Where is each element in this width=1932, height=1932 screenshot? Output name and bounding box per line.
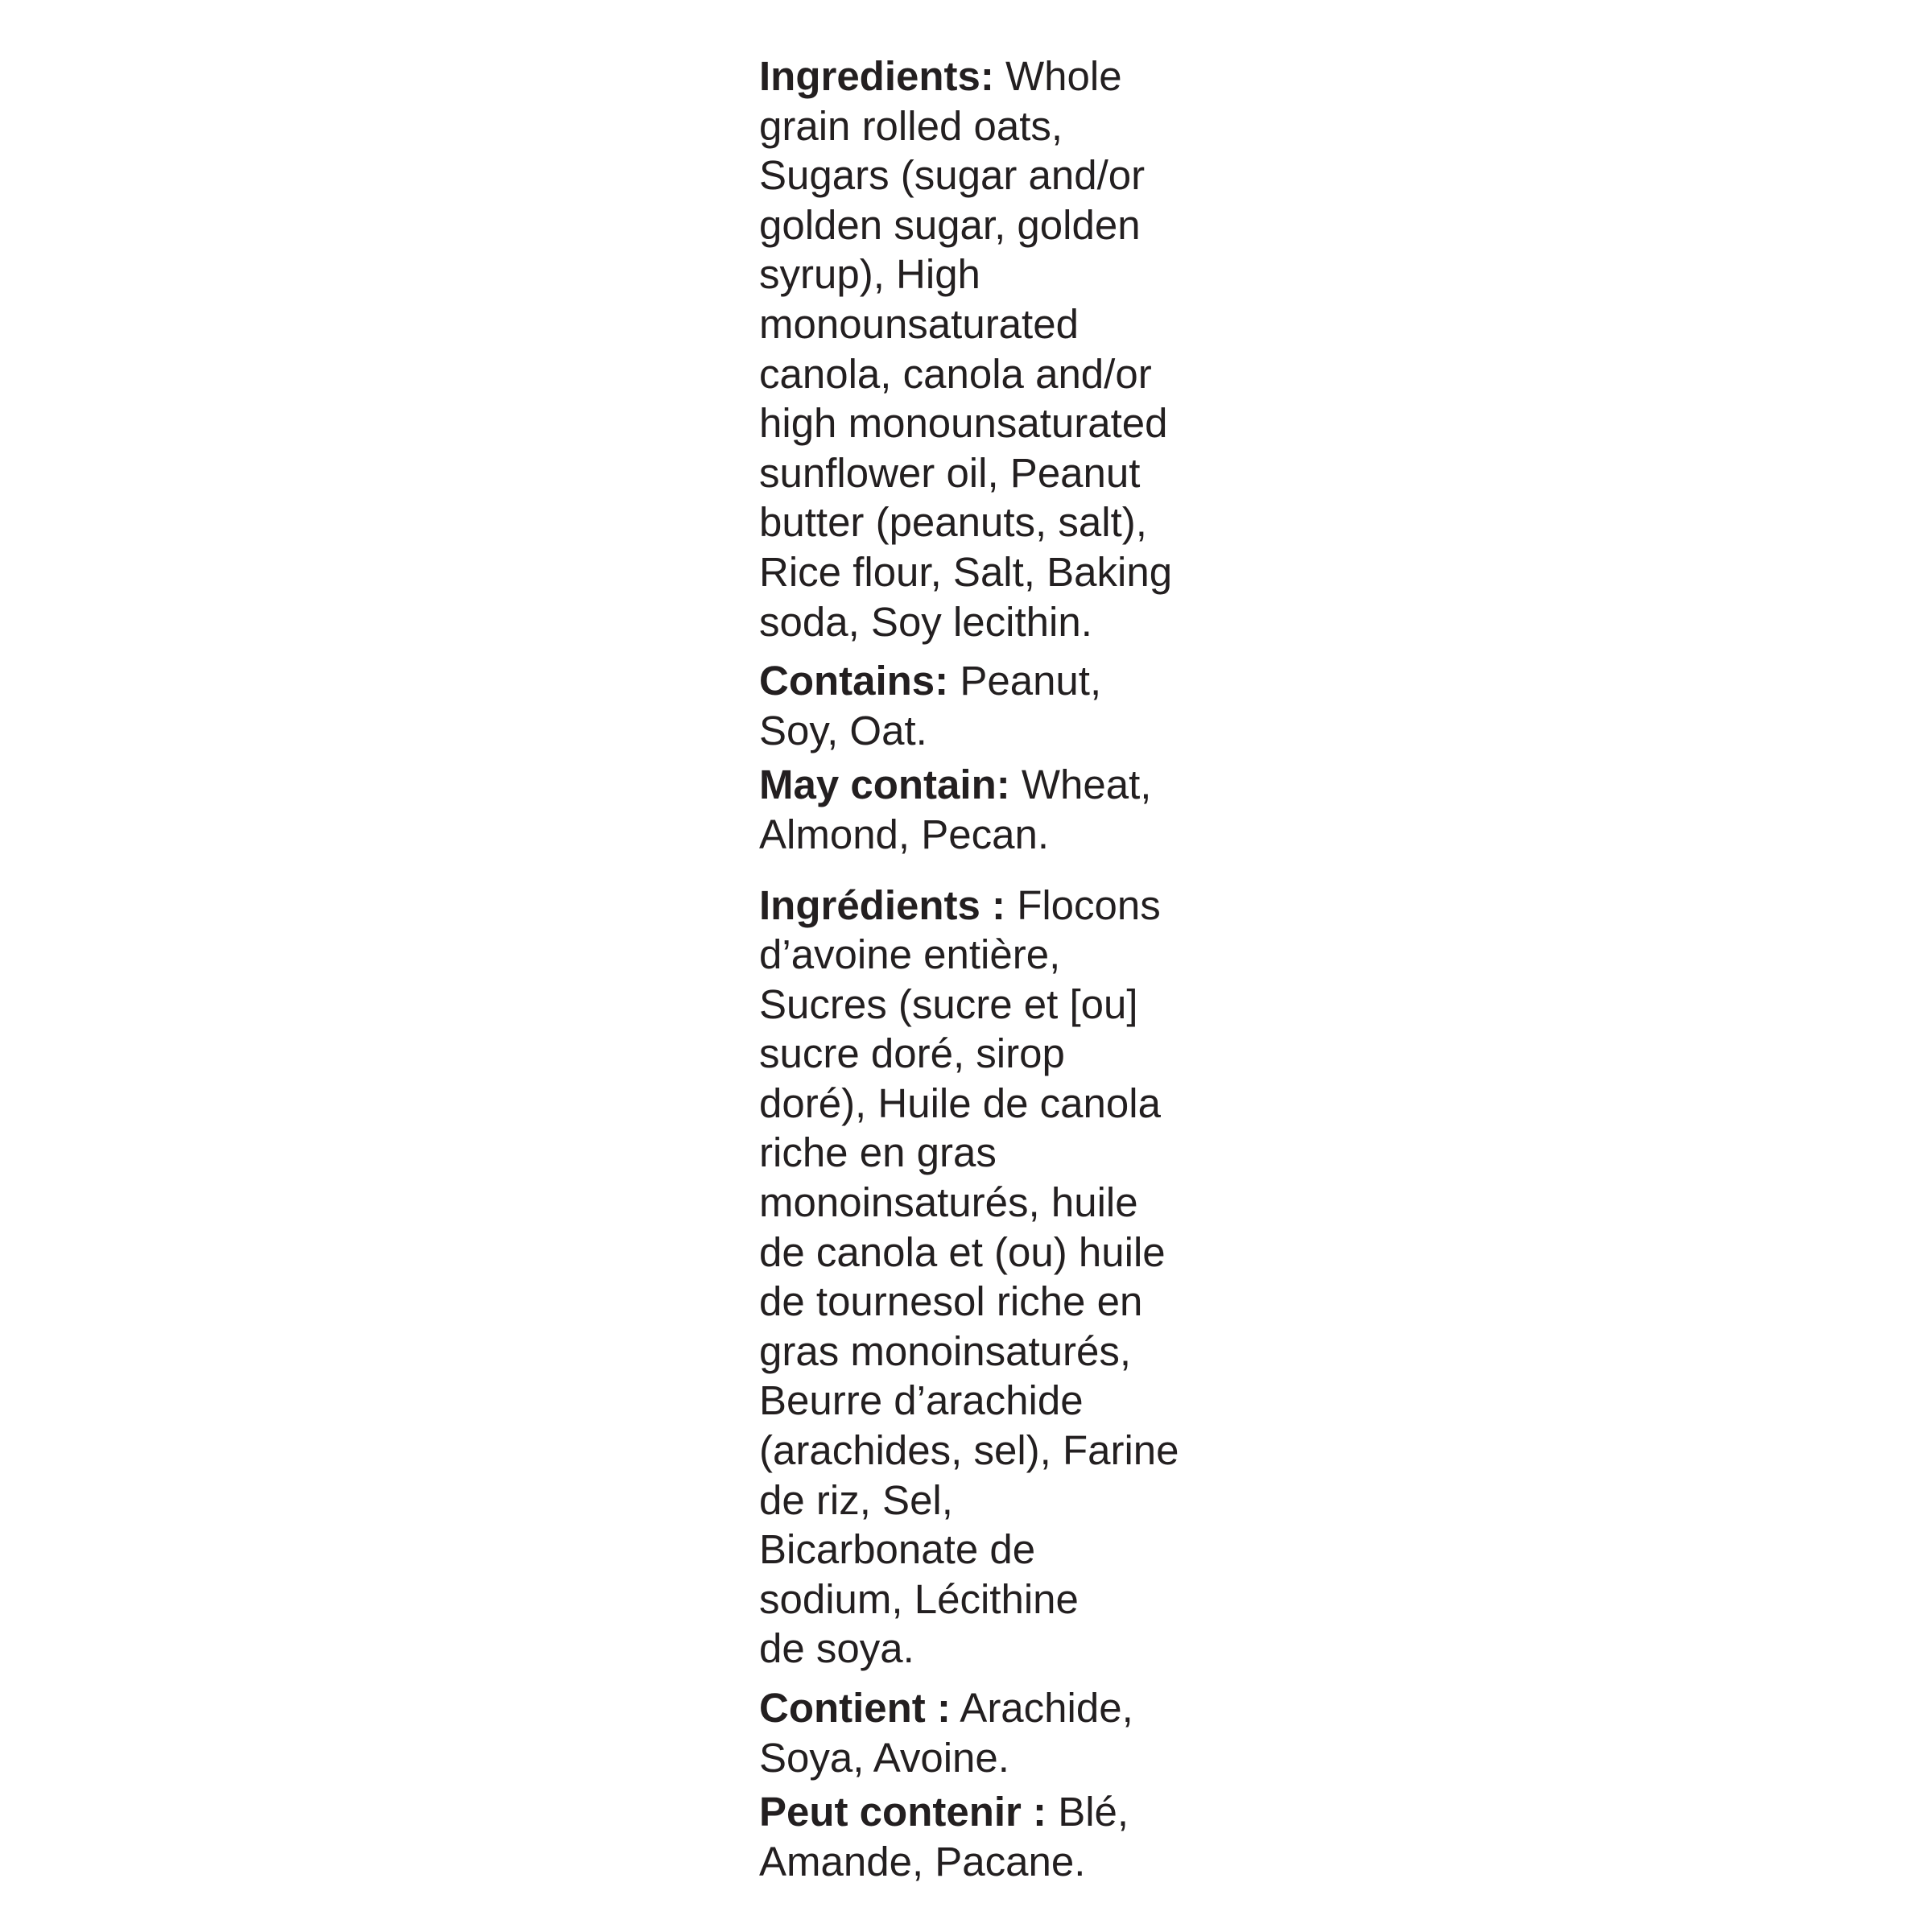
ingredients-line: high monounsaturated — [759, 400, 1168, 447]
ingredients-line: doré), Huile de canola — [759, 1080, 1161, 1126]
ingredients-line: riche en gras — [759, 1129, 997, 1176]
ingredients-line: Sugars (sugar and/or — [759, 152, 1146, 199]
ingredients-line: (arachides, sel), Farine — [759, 1427, 1179, 1474]
ingredients-label: Ingredients: — [759, 53, 994, 99]
ingredients-line: Ingredients: Whole — [759, 53, 1122, 99]
ingredients-line: sodium, Lécithine — [759, 1575, 1079, 1622]
french-contains — [759, 1683, 1210, 1782]
ingredients-line: Bicarbonate de — [759, 1526, 1036, 1573]
may-contain-line: Almond, Pecan. — [759, 811, 1050, 857]
ingredients-panel — [759, 52, 1210, 1886]
ingredients-line: de soya. — [759, 1625, 914, 1672]
contains-label: Contains: — [759, 658, 949, 704]
ingredients-line: grain rolled oats, — [759, 102, 1063, 149]
contains-line: Soy, Oat. — [759, 707, 927, 753]
ingredients-line: monounsaturated — [759, 300, 1079, 347]
may-contain-label: May contain: — [759, 762, 1010, 808]
may-contain-line: May contain: Wheat, — [759, 762, 1152, 808]
ingredients-line: canola, canola and/or — [759, 350, 1152, 397]
ingredients-line: de riz, Sel, — [759, 1476, 953, 1523]
ingredients-line: sucre doré, sirop — [759, 1030, 1065, 1077]
english-may-contain — [759, 760, 1210, 859]
may-contain-line: Peut contenir : Blé, — [759, 1789, 1129, 1835]
contains-line: Contains: Peanut, — [759, 658, 1102, 704]
contains-line: Soya, Avoine. — [759, 1734, 1009, 1781]
contains-line: Contient : Arachide, — [759, 1685, 1133, 1731]
ingredients-line: Sucres (sucre et [ou] — [759, 980, 1138, 1027]
contains-label: Contient : — [759, 1685, 951, 1731]
ingredients-line: monoinsaturés, huile — [759, 1179, 1138, 1226]
may-contain-label: Peut contenir : — [759, 1789, 1047, 1835]
ingredients-line: sunflower oil, Peanut — [759, 449, 1141, 496]
ingredients-label: Ingrédients : — [759, 881, 1006, 928]
english-contains — [759, 656, 1210, 755]
ingredients-line: Beurre d’arachide — [759, 1377, 1084, 1424]
ingredients-line: gras monoinsaturés, — [759, 1327, 1132, 1374]
english-ingredients — [759, 52, 1210, 646]
ingredients-line: d’avoine entière, — [759, 931, 1061, 978]
ingredients-line: de tournesol riche en — [759, 1278, 1143, 1325]
ingredients-line: syrup), High — [759, 251, 980, 298]
french-ingredients — [759, 881, 1210, 1674]
french-may-contain — [759, 1787, 1210, 1886]
ingredients-line: soda, Soy lecithin. — [759, 598, 1092, 645]
ingredients-line: butter (peanuts, salt), — [759, 499, 1147, 546]
ingredients-line: Rice flour, Salt, Baking — [759, 548, 1173, 595]
ingredients-line: Ingrédients : Flocons — [759, 881, 1161, 928]
ingredients-line: de canola et (ou) huile — [759, 1228, 1166, 1275]
ingredients-line: golden sugar, golden — [759, 201, 1141, 248]
may-contain-line: Amande, Pacane. — [759, 1838, 1086, 1885]
